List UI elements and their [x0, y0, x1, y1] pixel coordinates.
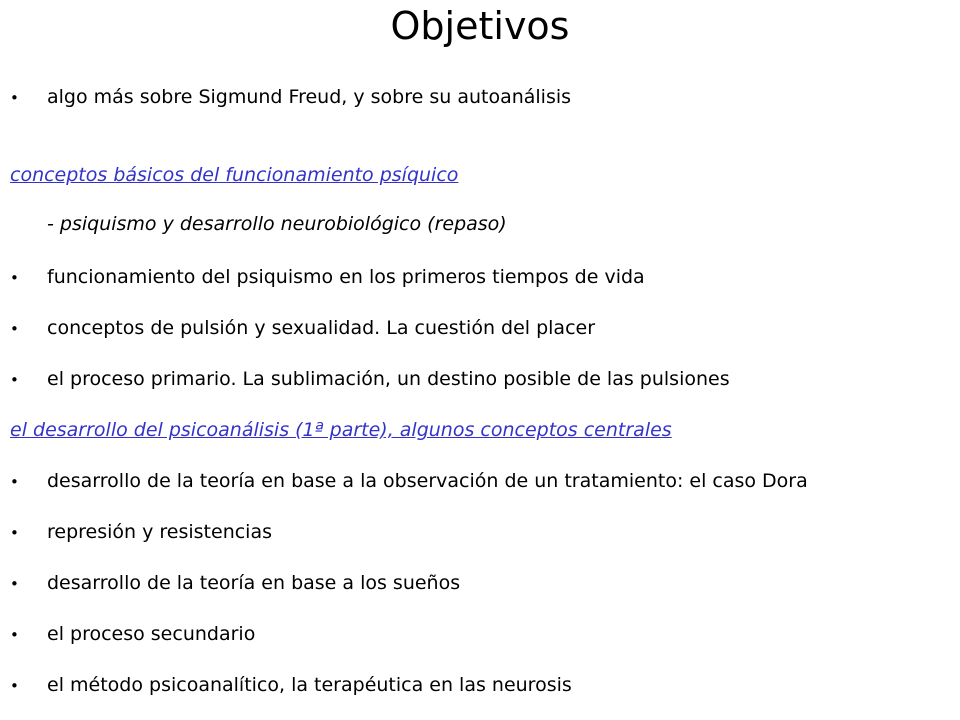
bullet-text: el proceso secundario [47, 623, 256, 645]
section-heading: el desarrollo del psicoanálisis (1ª parte), algunos conceptos centrales [10, 419, 672, 441]
bullet-item [10, 265, 645, 290]
bullet-icon: • [10, 89, 19, 107]
bullet-icon: • [10, 473, 19, 491]
section-heading: conceptos básicos del funcionamiento psíquico [10, 164, 459, 186]
bullet-text: desarrollo de la teoría en base a la observación de un tratamiento: el caso Dora [47, 470, 808, 492]
bullet-item [10, 673, 572, 698]
bullet-icon: • [10, 524, 19, 542]
slide-title: Objetivos [390, 4, 570, 48]
bullet-icon: • [10, 575, 19, 593]
bullet-item [10, 571, 460, 596]
bullet-text: el proceso primario. La sublimación, un destino posible de las pulsiones [47, 368, 730, 390]
bullet-item [10, 316, 595, 341]
bullet-item [10, 520, 272, 545]
bullet-icon: • [10, 677, 19, 695]
bullet-item [10, 85, 571, 110]
bullet-item [10, 622, 255, 647]
bullet-icon: • [10, 320, 19, 338]
bullet-text: algo más sobre Sigmund Freud, y sobre su autoanálisis [47, 86, 572, 108]
bullet-icon: • [10, 626, 19, 644]
bullet-item [10, 367, 730, 392]
bullet-text: represión y resistencias [47, 521, 273, 543]
bullet-text: desarrollo de la teoría en base a los sueños [47, 572, 461, 594]
bullet-item [10, 469, 808, 494]
bullet-text: funcionamiento del psiquismo en los primeros tiempos de vida [47, 266, 645, 288]
bullet-text: conceptos de pulsión y sexualidad. La cuestión del placer [47, 317, 596, 339]
sub-item: - psiquismo y desarrollo neurobiológico (repaso) [47, 213, 507, 235]
bullet-text: el método psicoanalítico, la terapéutica en las neurosis [47, 674, 572, 696]
bullet-icon: • [10, 371, 19, 389]
bullet-icon: • [10, 269, 19, 287]
